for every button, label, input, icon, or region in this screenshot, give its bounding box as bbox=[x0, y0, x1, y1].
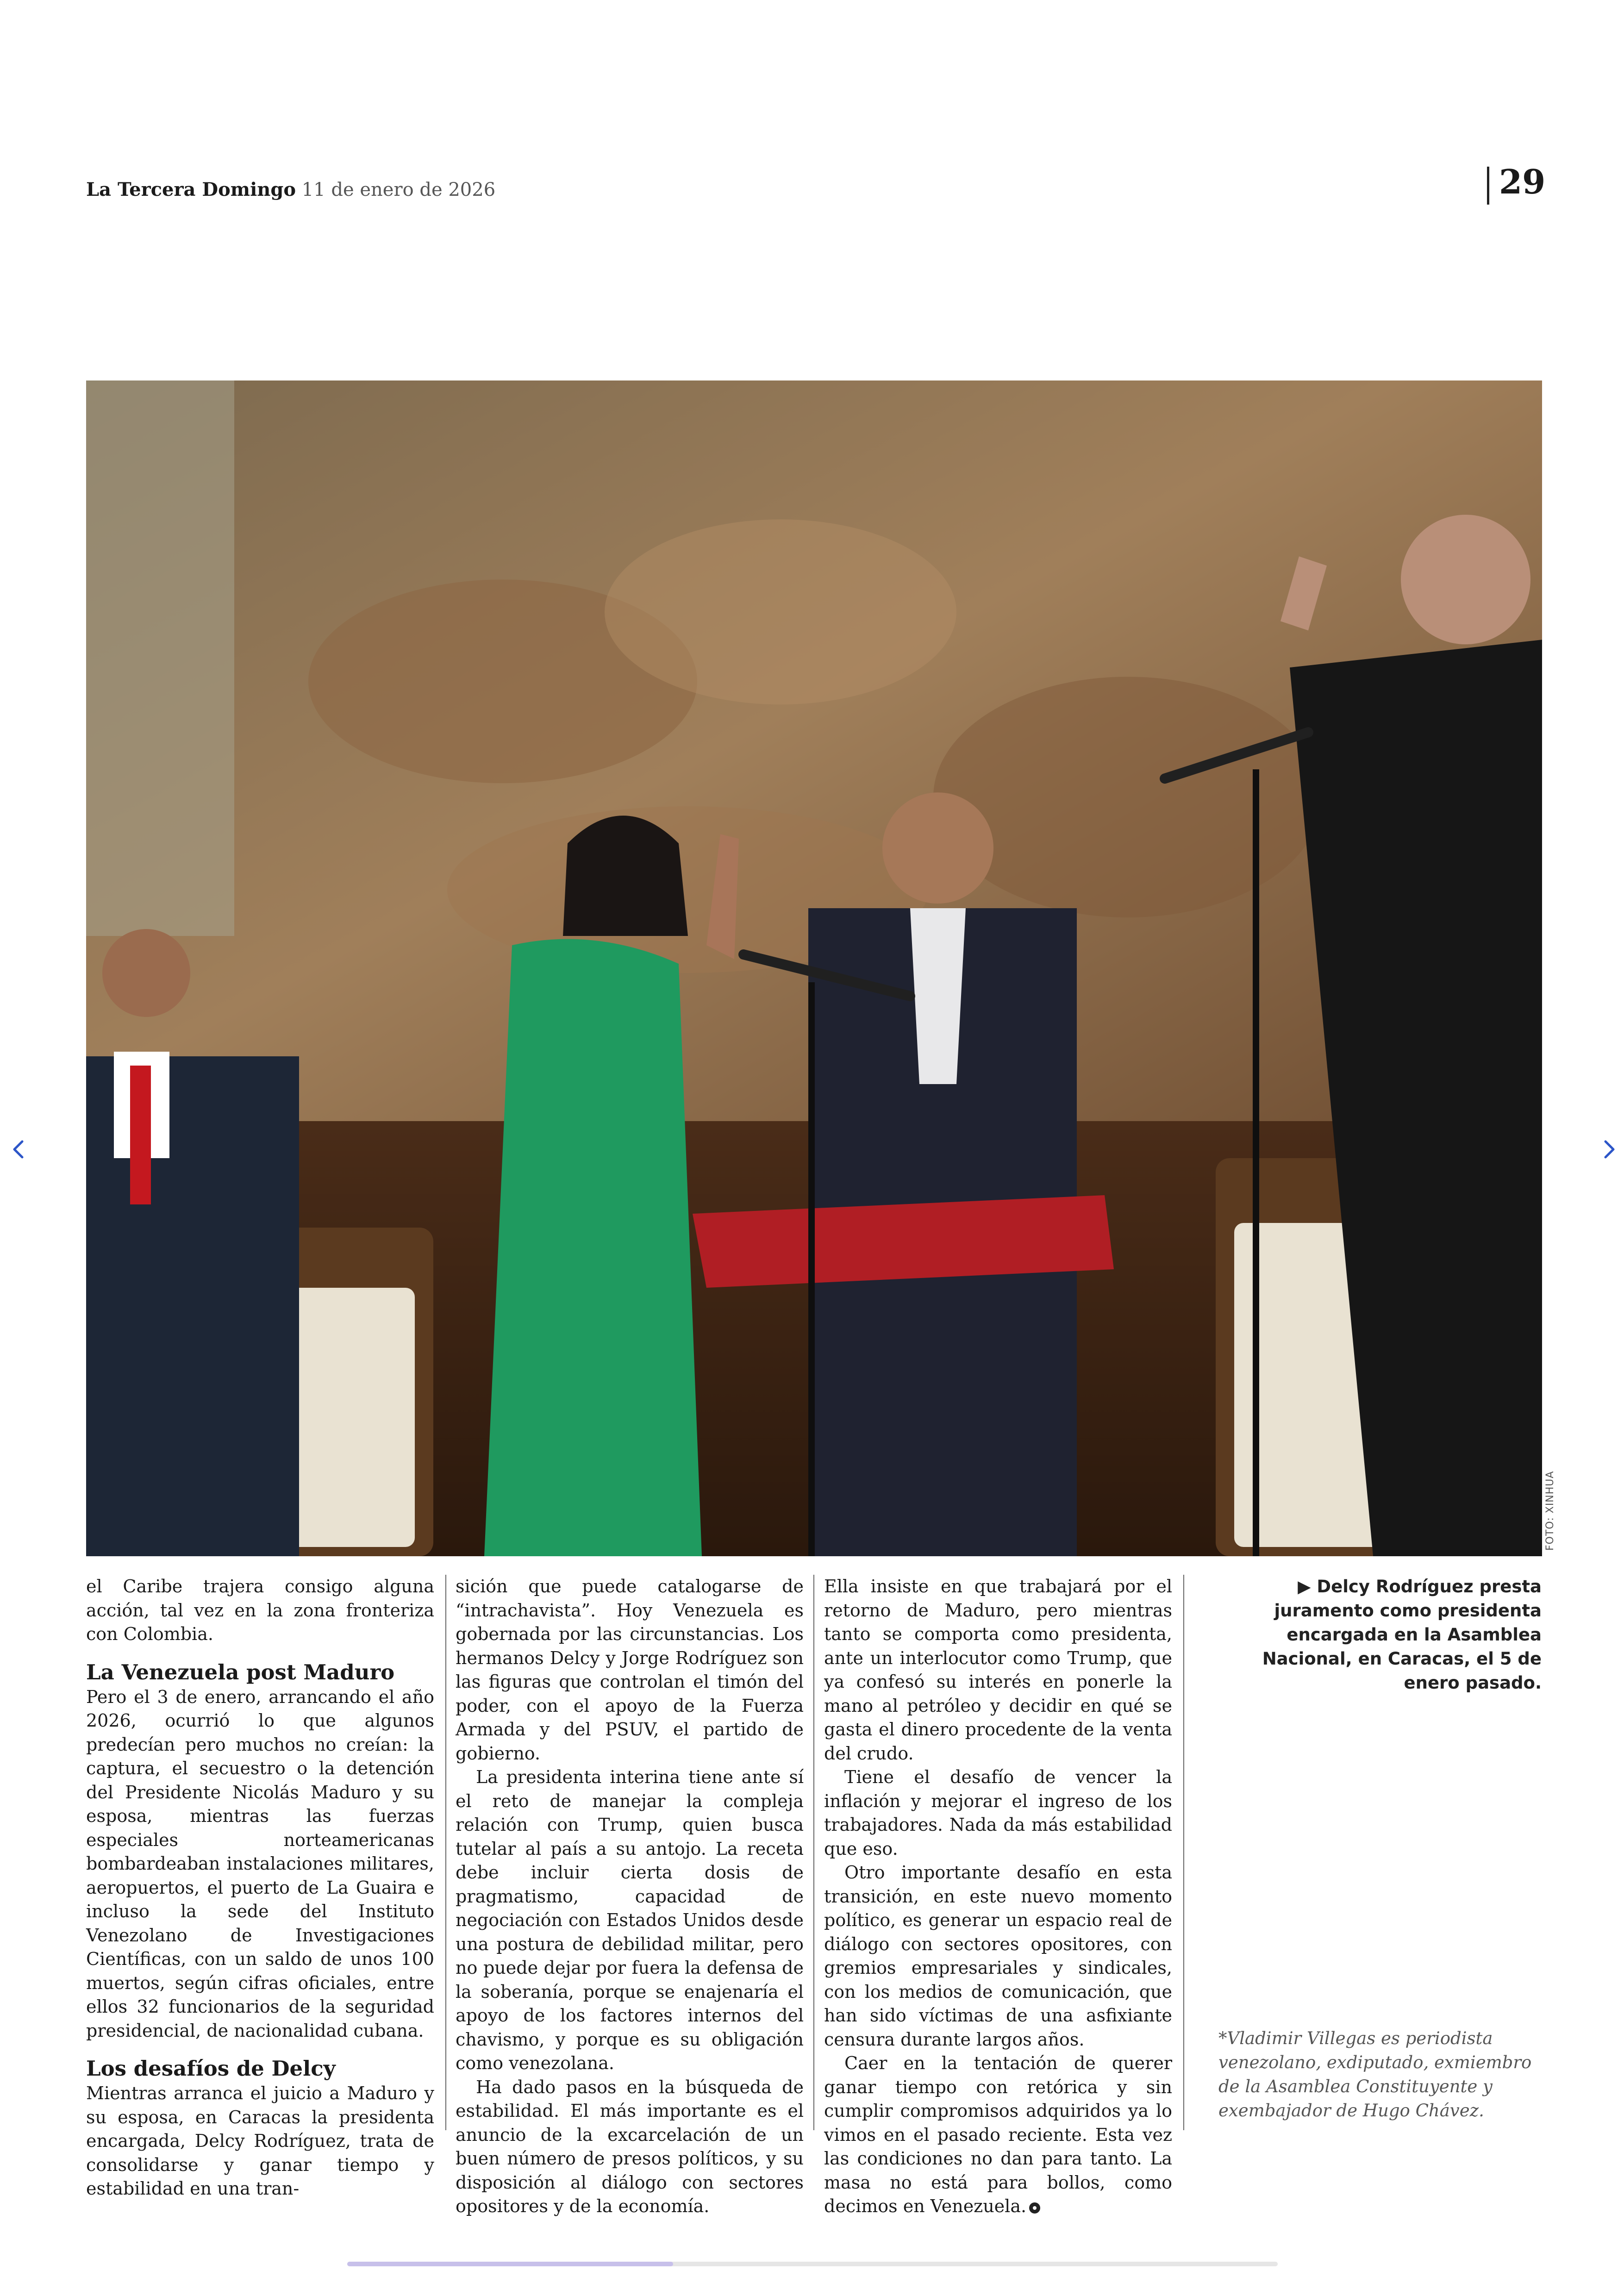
paragraph: Ha dado pasos en la búsqueda de estabilidad. El más importante es el anuncio de la excarcelación de un buen número de presos políticos, y su disposición al diálogo con sectores opositores y de la economía. bbox=[456, 2077, 804, 2216]
paragraph: el Caribe trajera consigo alguna acción, tal vez en la zona fronteriza con Colombia. bbox=[86, 1576, 434, 1644]
final-paragraph-text: Caer en la tentación de querer ganar tiempo con retórica y sin cumplir compromisos adquiridos ya lo vimos en el pasado reciente. Esta vez las condiciones no dan para tanto. La masa no está para bollos, como decimos en Venezuela. bbox=[824, 2053, 1172, 2216]
author-bio: *Vladimir Villegas es periodista venezolano, exdiputado, exmiembro de la Asamblea Constituyente y exembajador de Hugo Chávez. bbox=[1218, 2028, 1532, 2120]
photo-credit: FOTO: XINHUA bbox=[1544, 1471, 1556, 1551]
paragraph: Pero el 3 de enero, arrancando el año 2026, ocurrió lo que algunos predecían pero muchos no creían: la captura, el secuestro o la detención del Presidente Nicolás Maduro y su esposa, mientras las fuerzas especiales norteamericanas bombardeaban instalaciones militares, aeropuertos, el puerto de La Guaira e incluso la sede del Instituto Venezolano de Investigaciones Científicas, con un saldo de unos 100 muertos, según cifras oficiales, entre ellos 32 funcionarios de la seguridad presidencial, de nacionalidad cubana. bbox=[86, 1686, 434, 2041]
end-of-article-icon bbox=[1029, 2202, 1040, 2214]
publication-name: La Tercera Domingo bbox=[86, 179, 296, 200]
paragraph: sición que puede catalogarse de “intrachavista”. Hoy Venezuela es gobernada por las circunstancias. Los hermanos Delcy y Jorge Rodríguez son las figuras que controlan el timón del poder, con el apoyo de la Fuerza Armada y del PSUV, el partido de gobierno. bbox=[456, 1576, 804, 1764]
column-divider bbox=[813, 1575, 814, 2130]
article-column-2 bbox=[456, 1575, 804, 2219]
issue-date: 11 de enero de 2026 bbox=[301, 179, 496, 200]
subheading: Los desafíos de Delcy bbox=[86, 2056, 336, 2081]
paragraph: La presidenta interina tiene ante sí el reto de manejar la compleja relación con Trump, quien busca tutelar al país a su antojo. La receta debe incluir cierta dosis de pragmatismo, capacidad de negociación con Estados Unidos desde una postura de debilidad militar, pero no puede dejar por fuera la defensa de la soberanía, porque se enajenaría el apoyo de los factores internos del chavismo, y porque es su obligación como venezolana. bbox=[456, 1767, 804, 2073]
next-page-arrow[interactable] bbox=[1593, 1133, 1624, 1166]
chevron-right-icon bbox=[1593, 1133, 1624, 1166]
paragraph: Tiene el desafío de vencer la inflación y mejorar el ingreso de los trabajadores. Nada da más estabilidad que eso. bbox=[824, 1767, 1172, 1859]
caption-triangle-icon: ▶ bbox=[1298, 1577, 1317, 1597]
page-number: 29 bbox=[1499, 162, 1546, 201]
column-divider bbox=[1183, 1575, 1184, 2130]
photo-caption bbox=[1241, 1575, 1542, 1695]
article-column-3 bbox=[824, 1575, 1172, 2219]
reading-progress-fill bbox=[347, 2262, 673, 2266]
article-column-1 bbox=[86, 1575, 434, 2201]
column-divider bbox=[445, 1575, 446, 2130]
caption-text: Delcy Rodríguez presta juramento como presidenta encargada en la Asamblea Nacional, en Caracas, el 5 de enero pasado. bbox=[1262, 1577, 1542, 1693]
paragraph bbox=[824, 2052, 1172, 2219]
page-number-rule bbox=[1487, 167, 1489, 205]
paragraph: Mientras arranca el juicio a Maduro y su esposa, en Caracas la presidenta encargada, Delcy Rodríguez, trata de consolidarse y ganar tiempo y estabilidad en una tran- bbox=[86, 2083, 434, 2199]
chevron-left-icon bbox=[3, 1133, 35, 1166]
previous-page-arrow[interactable] bbox=[3, 1133, 35, 1166]
reading-progress-bar[interactable] bbox=[347, 2262, 1278, 2266]
paragraph: Otro importante desafío en esta transición, en este nuevo momento político, es generar un espacio real de diálogo con sectores opositores, con gremios empresariales y sindicales, con los medios de comunicación, que han sido víctimas de una asfixiante censura durante largos años. bbox=[824, 1862, 1172, 2050]
paragraph: Ella insiste en que trabajará por el retorno de Maduro, pero mientras tanto se comporta como presidenta, ante un interlocutor como Trump, que ya confesó su interés en ponerle la mano al petróleo y decidir en qué se gasta el dinero procedente de la venta del crudo. bbox=[824, 1576, 1172, 1764]
subheading: La Venezuela post Maduro bbox=[86, 1659, 395, 1684]
lead-photo bbox=[86, 380, 1542, 1556]
running-header bbox=[86, 177, 495, 203]
